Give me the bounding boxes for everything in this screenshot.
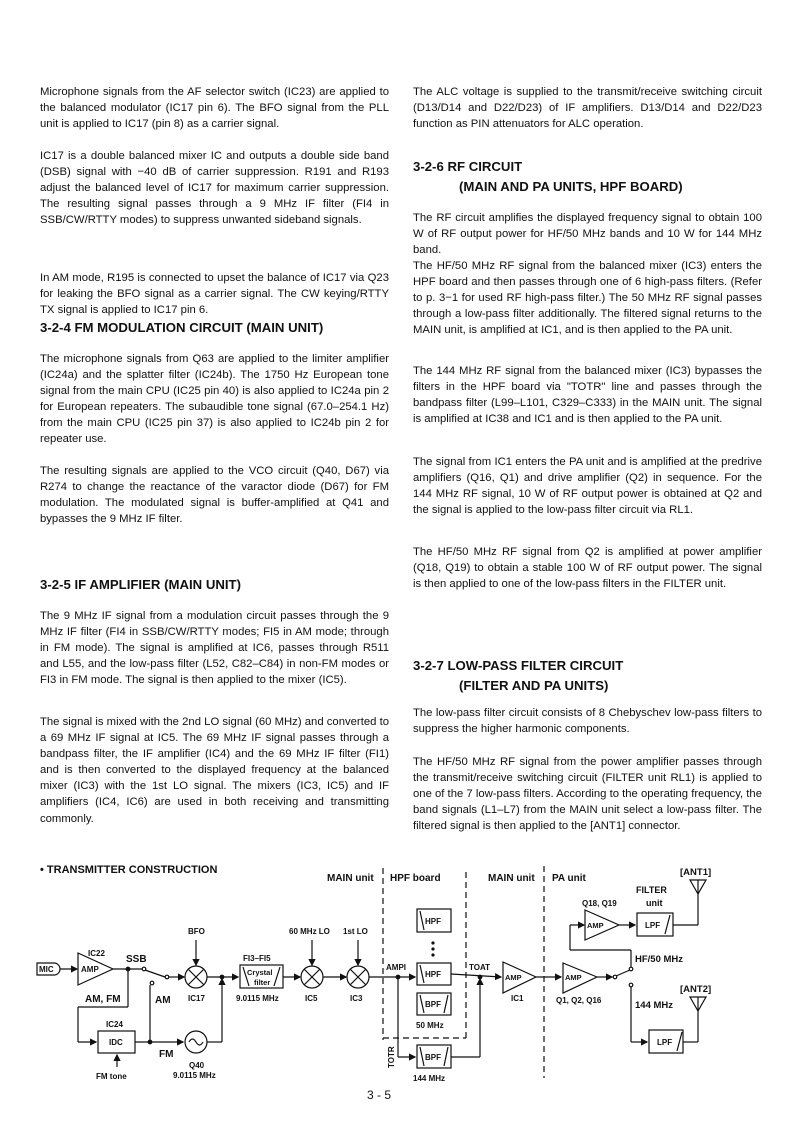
label-50mhz: 50 MHz <box>416 1021 444 1030</box>
paragraph: The signal from IC1 enters the PA unit and is amplified at the predrive amplifiers (Q16, Q1) and drive amplifier (Q2) in sequence. For the 144 MHz RF signal, 10 W of RF output power is obtained at Q2 and the signal is applied to the low-pass filter circuit via RL1. <box>413 456 762 517</box>
paragraph: The signal is mixed with the 2nd LO signal (60 MHz) and converted to a 69 MHz IF signal at IC5. The 69 MHz IF signal passes through a bandpass filter, the IF amplifier (IC4) and the 69 MHz IF filter (FI1) and is then converted to the displayed frequency at the balanced mixer (IC3) with the 1st LO signal. The mixers (IC3, IC5) and IF amplifiers (IC4, IC6) are used in both receiving and transmitting commonly. <box>40 716 389 825</box>
label-mic: MIC <box>39 965 54 974</box>
label-hf50: HF/50 MHz <box>635 954 684 965</box>
label-fi3-fi5: FI3–FI5 <box>243 954 271 963</box>
label-q40: Q40 <box>189 1061 205 1070</box>
paragraph: The 144 MHz RF signal from the balanced mixer (IC3) bypasses the filters in the HPF board via "TOTR" line and passes through the bandpass filter (L99–L101, C329–C333) in the MAIN unit. The signal is amplified at IC38 and IC1 and is then applied to the PA unit. <box>413 365 762 426</box>
label-crystal: Crystal <box>247 968 273 977</box>
label-hpf: HPF <box>425 970 441 979</box>
label-ssb: SSB <box>126 954 147 965</box>
label-hpf-board: HPF board <box>390 873 441 884</box>
label-ic17: IC17 <box>188 994 205 1003</box>
heading-line: (MAIN AND PA UNITS, HPF BOARD) <box>459 179 683 194</box>
label-bpf: BPF <box>425 1000 441 1009</box>
label-ic22: IC22 <box>88 949 105 958</box>
label-ic5: IC5 <box>305 994 318 1003</box>
label-bpf: BPF <box>425 1053 441 1062</box>
label-amp: AMP <box>587 921 604 930</box>
paragraph: The RF circuit amplifies the displayed frequency signal to obtain 100 W of RF output power for HF/50 MHz bands and 10 W for 144 MHz band. <box>413 212 762 257</box>
page-number: 3 - 5 <box>367 1088 392 1102</box>
label-ampi: AMPI <box>386 963 406 972</box>
paragraph: The microphone signals from Q63 are applied to the limiter amplifier (IC24a) and the splatter filter (IC24b). The 1750 Hz European tone signal from the main CPU (IC25 pin 40) is also applied to IC24a pin 2 for European repeaters. The subaudible tone signal (67.0–254.1 Hz) from the main CPU (IC25 pin 37) is also applied to IC24b pin 2 for repeater use. <box>40 353 389 446</box>
label-hpf: HPF <box>425 917 441 926</box>
label-main-unit: MAIN unit <box>327 873 374 884</box>
label-q40-freq: 9.0115 MHz <box>173 1071 216 1080</box>
label-amp: AMP <box>81 965 99 974</box>
diagram-title: • TRANSMITTER CONSTRUCTION <box>40 864 218 876</box>
label-ic3: IC3 <box>350 994 363 1003</box>
label-pa-unit: PA unit <box>552 873 586 884</box>
label-ic24: IC24 <box>106 1020 123 1029</box>
paragraph: The HF/50 MHz RF signal from the power amplifier passes through the transmit/receive switching circuit (FILTER unit RL1) is applied to one of the 7 low-pass filters. According to the operating frequency, the band signals (L1–L7) from the MAIN unit select a low-pass filter. The filtered signal is then applied to the [ANT1] connector. <box>413 756 762 833</box>
paragraph: In AM mode, R195 is connected to upset the balance of IC17 via Q23 for leaking the BFO signal as a carrier signal. The CW keying/RTTY TX signal is applied to IC17 pin 6. <box>40 272 389 317</box>
heading-line: (FILTER AND PA UNITS) <box>459 678 609 693</box>
label-q18-q19: Q18, Q19 <box>582 899 617 908</box>
label-filter-freq: 9.0115 MHz <box>236 994 279 1003</box>
label-am: AM <box>155 995 171 1006</box>
label-fm: FM <box>159 1049 174 1060</box>
label-lpf: LPF <box>645 921 661 930</box>
label-filter-unit-2: unit <box>646 898 663 908</box>
heading-line: 3-2-7 LOW-PASS FILTER CIRCUIT <box>413 658 624 673</box>
label-amp: AMP <box>565 973 582 982</box>
paragraph: Microphone signals from the AF selector switch (IC23) are applied to the balanced modulator (IC17 pin 6). The BFO signal from the PLL unit is applied to IC17 (pin 8) as a carrier signal. <box>40 86 389 131</box>
label-am-fm: AM, FM <box>85 994 121 1005</box>
paragraph: The ALC voltage is supplied to the transmit/receive switching circuit (D13/D14 and D22/D23) of IF amplifiers. D13/D14 and D22/D23 function as PIN attenuators for ALC operation. <box>413 86 762 131</box>
paragraph: The low-pass filter circuit consists of 8 Chebyschev low-pass filters to suppress the higher harmonic components. <box>413 707 762 736</box>
label-1st-lo: 1st LO <box>343 927 368 936</box>
label-bfo: BFO <box>188 927 205 936</box>
label-toat: TOAT <box>469 963 491 972</box>
label-ant2: [ANT2] <box>680 984 712 995</box>
label-main-unit-2: MAIN unit <box>488 873 535 884</box>
label-lpf: LPF <box>657 1038 673 1047</box>
section-heading-3-2-4: 3-2-4 FM MODULATION CIRCUIT (MAIN UNIT) <box>40 320 324 335</box>
paragraph: The 9 MHz IF signal from a modulation circuit passes through the 9 MHz IF filter (FI4 in SSB/CW/RTTY modes; FI5 in AM mode; through in FM mode). The signal is amplified at IC6, passes through R511 and L55, and the low-pass filter (L52, C82–C84) in non-FM modes or FI3 in FM mode. The signal is then applied to the mixer (IC5). <box>40 610 389 687</box>
label-144mhz: 144 MHz <box>635 1000 674 1011</box>
heading-line: 3-2-6 RF CIRCUIT <box>413 159 523 174</box>
label-ant1: [ANT1] <box>680 867 712 878</box>
section-heading-3-2-5: 3-2-5 IF AMPLIFIER (MAIN UNIT) <box>40 577 241 592</box>
label-60mhz-lo: 60 MHz LO <box>289 927 330 936</box>
label-totr: TOTR <box>387 1046 396 1068</box>
label-144mhz-bpf: 144 MHz <box>413 1074 446 1083</box>
paragraph: The resulting signals are applied to the VCO circuit (Q40, D67) via R274 to change the reactance of the varactor diode (D67) for FM modulation. The modulated signal is buffer-amplified at Q41 and bypasses the 9 MHz IF filter. <box>40 465 389 526</box>
paragraph: The HF/50 MHz RF signal from Q2 is amplified at power amplifier (Q18, Q19) to obtain a stable 100 W of RF output power. The signal is then applied to one of the low-pass filters in the FILTER unit. <box>413 546 762 591</box>
label-filter: filter <box>254 978 271 987</box>
label-filter-unit: FILTER <box>636 885 667 895</box>
label-idc: IDC <box>109 1038 123 1047</box>
label-q1-q2-q16: Q1, Q2, Q16 <box>556 996 602 1005</box>
paragraph: The HF/50 MHz RF signal from the balanced mixer (IC3) enters the HPF board and then passes through one of 6 high-pass filters. (Refer to p. 3−1 for used RF high-pass filter.) The 50 MHz RF signal passes through a low-pass filter additionally. The filtered signal returns to the MAIN unit, is amplified at IC1, and is then applied to the PA unit. <box>413 260 762 337</box>
label-fm-tone: FM tone <box>96 1072 127 1081</box>
paragraph: IC17 is a double balanced mixer IC and outputs a double side band (DSB) signal with −40 dB of carrier suppression. R191 and R193 adjust the balanced level of IC17 for maximum carrier suppression. The resulting signal passes through a 9 MHz IF filter (FI4 in SSB/CW/RTTY modes) to suppress unwanted sideband signals. <box>40 150 389 227</box>
label-amp: AMP <box>505 973 522 982</box>
label-ic1: IC1 <box>511 994 524 1003</box>
